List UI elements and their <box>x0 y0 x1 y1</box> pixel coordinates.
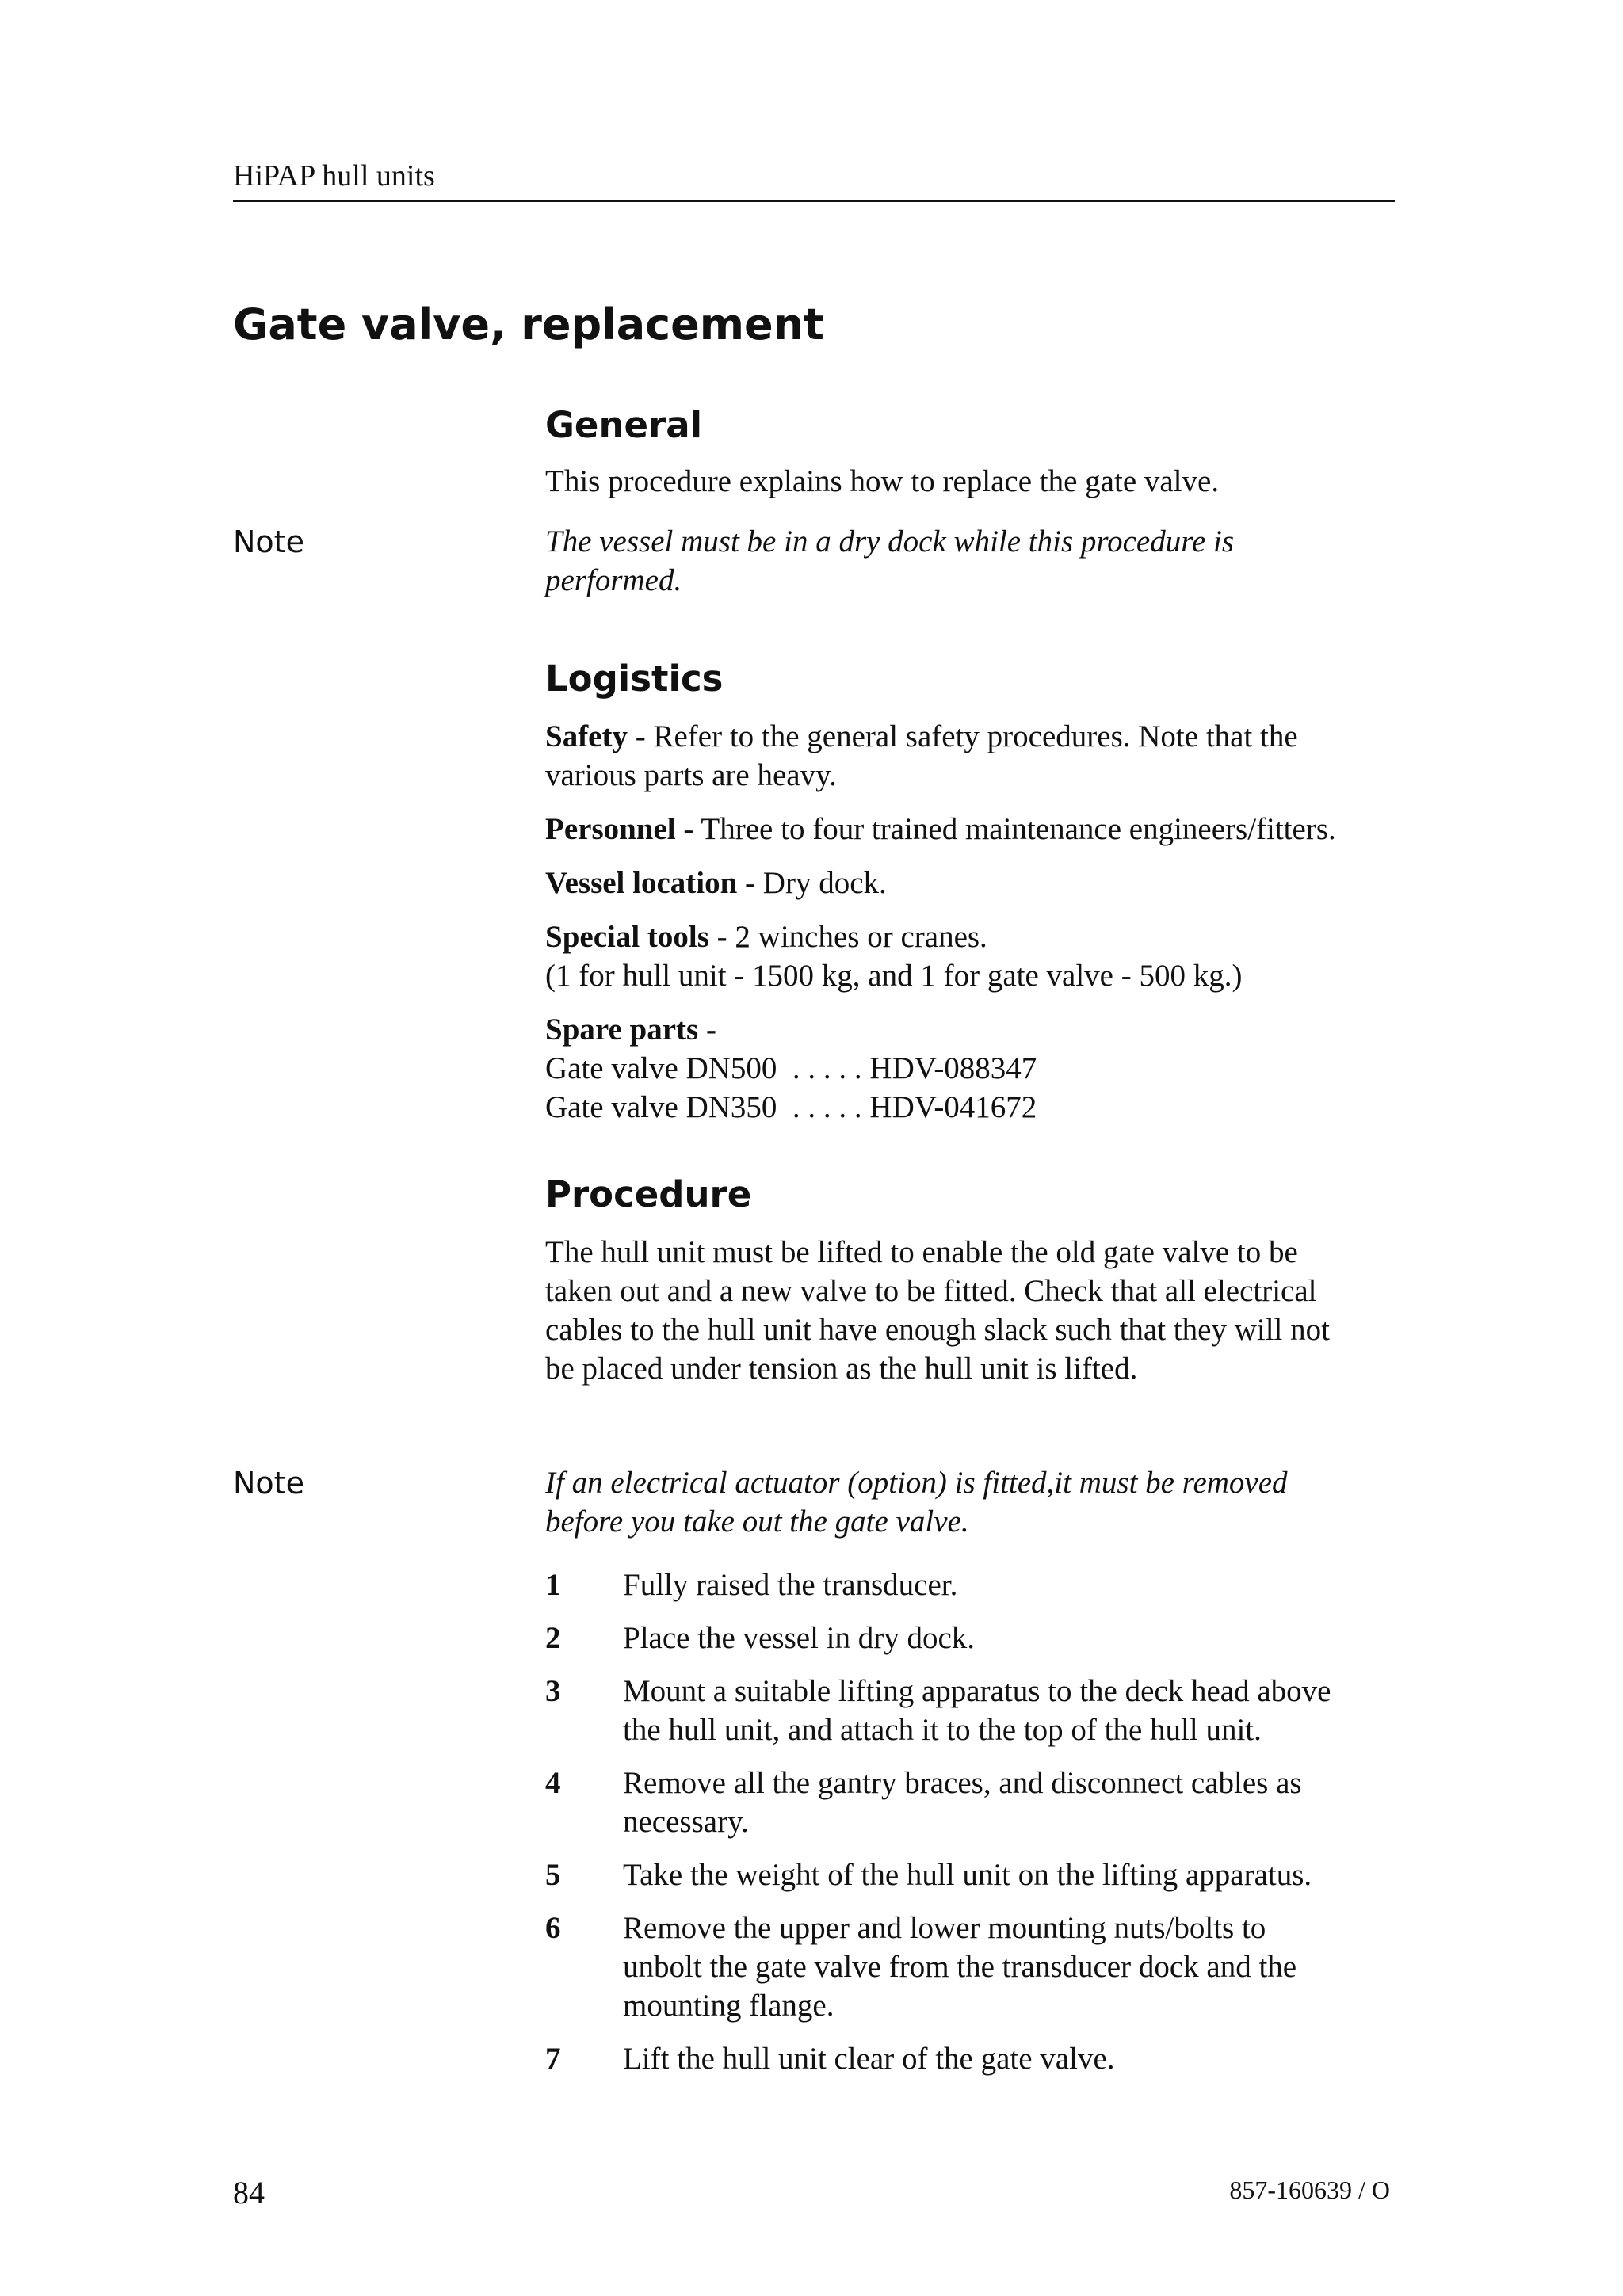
running-header: HiPAP hull units <box>233 159 435 193</box>
note-label: Note <box>233 1466 304 1501</box>
step-text: necessary. <box>623 1805 749 1839</box>
procedure-step <box>545 1855 1417 1894</box>
spares-label: Spare parts - <box>545 1013 716 1047</box>
document-number: 857-160639 / O <box>1229 2176 1390 2204</box>
safety-text: various parts are heavy. <box>545 758 837 792</box>
procedure-step <box>545 2039 1417 2078</box>
location-label: Vessel location - <box>545 866 756 900</box>
note-line: If an electrical actuator (option) is fitted,it must be removed <box>545 1466 1288 1500</box>
logistics-safety <box>545 717 1417 795</box>
location-text: Dry dock. <box>755 866 887 900</box>
step-text: Fully raised the transducer. <box>623 1568 958 1602</box>
general-text: This procedure explains how to replace the gate valve. <box>545 464 1220 498</box>
step-text: Remove the upper and lower mounting nuts/bolts to <box>623 1911 1266 1945</box>
step-text: Remove all the gantry braces, and disconnect cables as <box>623 1766 1302 1800</box>
note-line: performed. <box>545 563 682 597</box>
note-line: The vessel must be in a dry dock while this procedure is <box>545 524 1235 559</box>
tools-label: Special tools - <box>545 920 727 954</box>
safety-text: Refer to the general safety procedures. Note that the <box>645 719 1298 753</box>
step-number: 4 <box>545 1766 561 1800</box>
step-number: 7 <box>545 2042 561 2076</box>
header-divider <box>233 200 1395 202</box>
page-title: Gate valve, replacement <box>233 299 824 349</box>
procedure-intro <box>545 1233 1417 1388</box>
intro-line: cables to the hull unit have enough slack such that they will not <box>545 1313 1330 1347</box>
personnel-text: Three to four trained maintenance engineers/fitters. <box>693 812 1336 846</box>
procedure-note <box>545 1463 1417 1541</box>
note-line: before you take out the gate valve. <box>545 1505 969 1539</box>
procedure-step <box>545 1909 1417 2025</box>
tools-text: (1 for hull unit - 1500 kg, and 1 for gate valve - 500 kg.) <box>545 959 1243 993</box>
spare-part-line: Gate valve DN350 . . . . . HDV-041672 <box>545 1090 1037 1124</box>
procedure-step <box>545 1764 1417 1841</box>
step-text: Take the weight of the hull unit on the lifting apparatus. <box>623 1858 1312 1892</box>
intro-line: be placed under tension as the hull unit is lifted. <box>545 1352 1138 1386</box>
section-heading-logistics: Logistics <box>545 658 724 700</box>
step-number: 6 <box>545 1911 561 1945</box>
page-number: 84 <box>233 2175 265 2210</box>
logistics-spares <box>545 1010 1417 1127</box>
intro-line: The hull unit must be lifted to enable the old gate valve to be <box>545 1235 1298 1269</box>
step-text: Mount a suitable lifting apparatus to the deck head above <box>623 1674 1331 1708</box>
procedure-step <box>545 1619 1417 1657</box>
step-number: 3 <box>545 1674 561 1708</box>
general-note <box>545 522 1417 600</box>
personnel-label: Personnel - <box>545 812 694 846</box>
step-text: Place the vessel in dry dock. <box>623 1621 976 1655</box>
spare-part-line: Gate valve DN500 . . . . . HDV-088347 <box>545 1051 1037 1085</box>
step-text: unbolt the gate valve from the transducer dock and the <box>623 1950 1297 1984</box>
step-number: 2 <box>545 1621 561 1655</box>
logistics-tools <box>545 917 1417 995</box>
step-number: 5 <box>545 1858 561 1892</box>
step-number: 1 <box>545 1568 561 1602</box>
logistics-location <box>545 864 1417 902</box>
step-text: the hull unit, and attach it to the top of the hull unit. <box>623 1713 1262 1747</box>
procedure-step <box>545 1672 1417 1749</box>
step-text: Lift the hull unit clear of the gate valve. <box>623 2042 1115 2076</box>
step-text: mounting flange. <box>623 1989 834 2023</box>
intro-line: taken out and a new valve to be fitted. Check that all electrical <box>545 1274 1317 1308</box>
note-label: Note <box>233 524 304 559</box>
section-heading-general: General <box>545 404 702 446</box>
logistics-personnel <box>545 810 1417 849</box>
procedure-step <box>545 1566 1417 1604</box>
procedure-steps <box>545 1566 1417 2092</box>
section-heading-procedure: Procedure <box>545 1173 752 1215</box>
safety-label: Safety - <box>545 719 646 753</box>
tools-text: 2 winches or cranes. <box>727 920 987 954</box>
